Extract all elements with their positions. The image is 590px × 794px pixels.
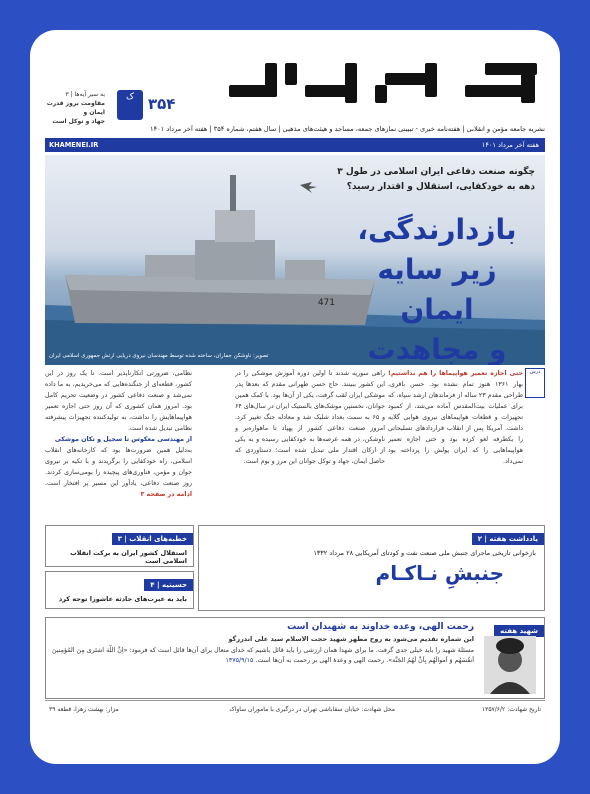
card-sermons[interactable] (45, 525, 194, 567)
martyrdom-date: تاریخ شهادت: ۱۳۵۷/۶/۲ (481, 706, 541, 713)
continue-link[interactable]: ادامه در صفحه ۳ (140, 491, 192, 498)
issue-number: ۳۵۴ (148, 95, 176, 113)
emblem-badge: ک (117, 90, 143, 120)
hero-image (45, 155, 545, 365)
page-content (45, 45, 545, 750)
martyr-title: رحمت الهی، وعده خداوند به شهیدان است (287, 622, 474, 632)
hero-question: چگونه صنعت دفاعی ایران اسلامی در طول ۳ دهه به خودکفایی، استقلال و اقتدار رسید؟ (337, 167, 535, 192)
info-bar: هفته آخر مرداد ۱۴۰۱ KHAMENEI.IR (45, 138, 545, 152)
article-column-middle: راهی سوریه شدند تا اولین دوره آموزش موشکی را در این کشور ببینند. حاج حسن طهرانی مقدم که بعدها پدر موشکی ایران لقب گرفت، یکی از آن‌ها بود. با کمک همین جوانان، نخستین موشک‌های بالستیک ایران در سال‌های ۶۴ و ۶۵ به سمت بغداد شلیک شد و معادله جنگ تغییر کرد. امروز صنعت دفاعی کشور از پهپاد تا ماهواره‌بر و ناوشکن، در همه عرصه‌ها به خودکفایی رسیده و به یکی از ارکان اقتدار ملی تبدیل شده است؛ دستاوردی که حاصل ایمان، جهاد و توکل جوانان این مرز و بوم است. (235, 370, 385, 465)
note-tag: درس (525, 368, 545, 398)
burial-place: مزار: بهشت زهرا، قطعه ۳۹ (49, 706, 119, 713)
martyr-quote: مسئلهٔ شهید را باید خیلی جدی گرفت. ما برای شهدا همان ارزشی را باید قائل باشیم که خدای متعال برای آن‌ها قائل است که فرمود: «اِنَّ اللّهَ اشتَری مِنَ المُؤمِنینَ اَنفُسَهُم وَ اَموالَهُم بِاَنَّ لَهُمُ الجَنَّة». رحمت الهی و وعدهٔ الهی بر رحمت به آن‌ها است. ۱۳۷۵/۹/۱۵ (52, 647, 474, 664)
hero-headline: بازدارندگی، زیر سایه ایمان و مجاهدت (357, 213, 517, 365)
portrait-icon (484, 636, 536, 694)
feature-intro: بازخوانی تاریخی ماجرای جنبش ملی صنعت نفت و کودتای آمریکایی ۲۸ مرداد ۱۳۳۲ (313, 549, 536, 557)
card-title: حسینیه | ۴ (144, 579, 193, 591)
article-column-left: نظامی، ضرورتی انکارناپذیر است. تا یک روز در این کشور، قطعه‌ای از جنگنده‌هایی که می‌خریدیم، به ما داده نمی‌شد و صنعت دفاعی کشور در وضعیت تحریم کامل بود. امروز همان کشوری که آن روز حتی اجازه تعمیر هواپیماهایش را نداشت، به تولیدکننده تجهیزات پیشرفته نظامی تبدیل شده است. از مهندسی معکوس تا سجیل و تکان موشکی به‌دلیل همین ضرورت‌ها بود که کارخانه‌های انقلاب اسلامی، راه خودکفایی را برگزیدند و با تکیه بر نیروی جوان و مؤمن، فناوری‌های پیچیده را بومی‌سازی کردند. روز صنعت دفاعی، یادآور این مسیر پر افتخار است. ادامه در صفحه ۳ (45, 370, 192, 498)
motto: به سیر آیه‌ها | ۳ مقاومت بروز قدرت ایمان و جهاد و توکل است (46, 91, 105, 125)
masthead-subtitle: نشریه جامعه مؤمن و انقلابی | هفته‌نامه خبری - تبیینی نمازهای جمعه، مساجد و هیئت‌های مذهبی | سال هفتم، شماره ۳۵۴ | هفته آخر مرداد ۱۴۰۱ (150, 125, 545, 133)
card-title: خطبه‌های انقلاب | ۳ (112, 533, 193, 545)
martyr-portrait (484, 636, 536, 694)
sidebar-note-heading: حتی اجازه تعمیر هواپیماها را هم نداشتیم! (388, 370, 523, 377)
drone-icon (300, 182, 317, 193)
sidebar-note (388, 368, 523, 516)
sidebar-note-text: بهار ۱۳۶۱ هنوز تمام نشده بود. حسن باقری، طراحی مقدم ۲۳ ساله از فرماندهان ارشد سپاه، که برای عملیات بیت‌المقدس آماده می‌شد، از کمبود تجهیزات و قطعات هواپیماهای نیروی هوایی گلایه داشت. آمریکا پس از انقلاب قراردادهای تسلیحاتی را یکطرفه لغو کرده بود و حتی اجازه تعمیر هواپیماهایی را که ایران پولش را پرداخته بود نمی‌داد. (388, 381, 523, 465)
martyr-footer (45, 700, 545, 719)
feature-box[interactable] (198, 525, 545, 611)
feature-title: جنبشِ نـاکـام (375, 561, 504, 585)
newspaper-page (30, 30, 560, 764)
site-link[interactable]: KHAMENEI.IR (49, 141, 99, 149)
card-hosseinieh[interactable] (45, 571, 194, 609)
card-text: باید به عبرت‌های حادثه عاشورا توجه کرد (58, 595, 187, 603)
martyr-label: شهید هفته (494, 625, 544, 637)
feature-label: یادداشت هفته | ۲ (472, 533, 544, 545)
martyr-section (45, 617, 545, 699)
card-text: استقلال کشور ایران به برکت انقلاب اسلامی است (70, 549, 187, 565)
martyrdom-place: محل شهادت: خیابان سقاباشی تهران در درگیری با ماموران ساواک (229, 706, 395, 713)
masthead-logo (225, 55, 545, 113)
martyr-subtitle: این شماره تقدیم می‌شود به روح مطهر شهید حجت الاسلام سید علی اندرزگو (228, 635, 474, 643)
ship-hull-number: 471 (317, 298, 335, 308)
subheading: از مهندسی معکوس تا سجیل و تکان موشکی (54, 436, 192, 443)
hero-caption: تصویر: ناوشکن جماران، ساخته شده توسط مهندسان نیروی دریایی ارتش جمهوری اسلامی ایران (49, 353, 269, 359)
